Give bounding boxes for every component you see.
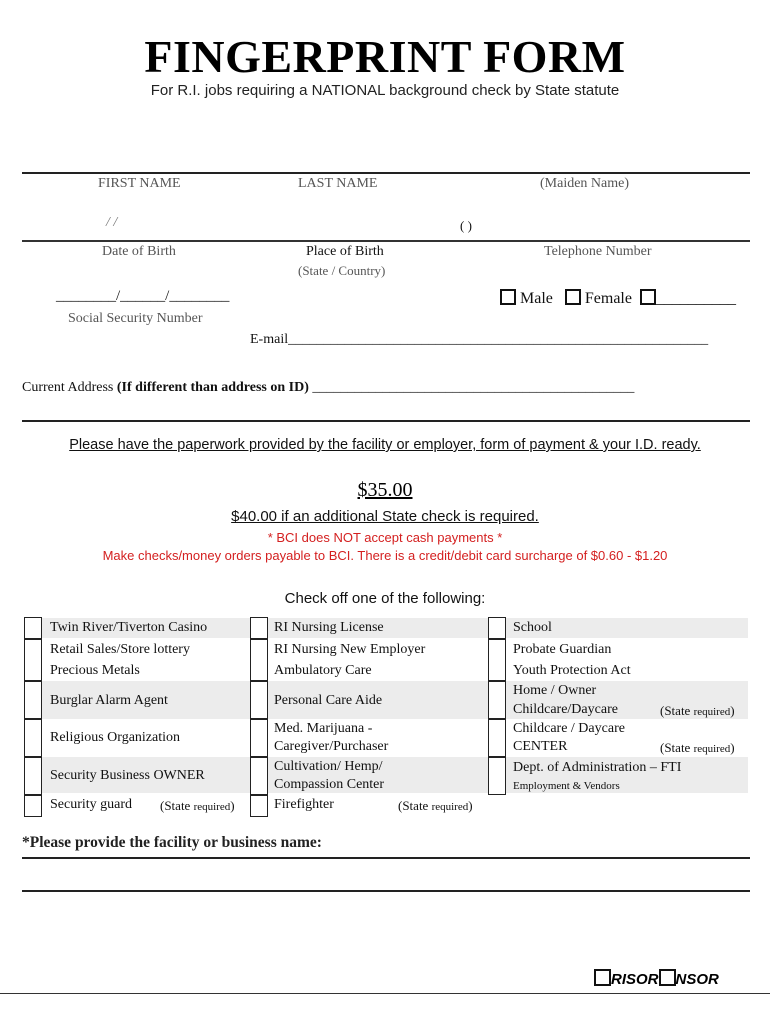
payable-notice: Make checks/money orders payable to BCI. There is a credit/debit card surcharge of $0.60 - $1.20 [102, 548, 668, 563]
state-required-home: (State required) [660, 703, 735, 718]
form-title: FINGERPRINT FORM [144, 31, 626, 82]
item-burglar: Burglar Alarm Agent [50, 693, 168, 708]
nsor-label: NSOR [675, 971, 719, 988]
checkbox-nursing-license[interactable] [250, 617, 268, 639]
item-fti-sub: Employment & Vendors [513, 780, 620, 792]
item-religious: Religious Organization [50, 730, 180, 745]
dob-slashes: / / [106, 215, 118, 230]
item-probate: Probate Guardian [513, 642, 612, 657]
footer-options [594, 969, 719, 988]
place-of-birth-sub: (State / Country) [298, 263, 386, 278]
bottom-divider [0, 993, 770, 994]
item-home-owner: Home / Owner [513, 683, 597, 698]
item-personal-care: Personal Care Aide [274, 693, 383, 708]
checkbox-security-guard[interactable] [24, 795, 42, 817]
maiden-name-label: (Maiden Name) [540, 176, 630, 191]
item-school: School [513, 620, 552, 635]
checkbox-personal-care[interactable] [250, 681, 268, 719]
address-label: Current Address [22, 380, 114, 395]
state-required-col1: (State required) [160, 798, 235, 813]
item-fti: Dept. of Administration – FTI [513, 760, 682, 775]
form-subtitle: For R.I. jobs requiring a NATIONAL background check by State statute [150, 82, 620, 99]
price: $35.00 [357, 479, 413, 501]
risor-checkbox[interactable] [594, 969, 611, 986]
item-marijuana-2: Caregiver/Purchaser [274, 739, 389, 754]
facility-line-2[interactable] [22, 890, 750, 892]
item-security-guard: Security guard [50, 797, 133, 812]
checkbox-home-daycare[interactable] [488, 681, 506, 719]
checklist-heading: Check off one of the following: [284, 590, 486, 607]
checkbox-cultivation[interactable] [250, 757, 268, 795]
ssn-label: Social Security Number [68, 311, 203, 326]
item-cultivation-1: Cultivation/ Hemp/ [274, 759, 383, 774]
state-required-col2: (State required) [398, 798, 473, 813]
checkbox-retail-precious[interactable] [24, 639, 42, 681]
checkbox-security-owner[interactable] [24, 757, 42, 795]
checkbox-fti[interactable] [488, 757, 506, 795]
place-of-birth-label: Place of Birth [306, 244, 384, 259]
telephone-label: Telephone Number [544, 244, 652, 259]
nsor-checkbox[interactable] [659, 969, 676, 986]
address-divider [22, 420, 750, 422]
phone-parens: ( ) [460, 218, 472, 233]
item-nursing-license: RI Nursing License [274, 620, 384, 635]
checkbox-twin-river[interactable] [24, 617, 42, 639]
female-label: Female [584, 290, 632, 307]
male-label: Male [520, 290, 553, 307]
item-marijuana-1: Med. Marijuana - [274, 721, 373, 736]
checkbox-probate[interactable] [488, 639, 506, 681]
gender-options [500, 289, 736, 308]
male-checkbox[interactable] [500, 289, 516, 305]
state-required-center: (State required) [660, 740, 735, 755]
item-youth: Youth Protection Act [513, 663, 631, 678]
first-name-label: FIRST NAME [98, 176, 181, 191]
item-daycare-center-1: Childcare / Daycare [513, 721, 625, 736]
email-field[interactable]: E-mail____________________________________________________________ [250, 332, 709, 347]
female-checkbox[interactable] [565, 289, 581, 305]
last-name-label: LAST NAME [298, 176, 378, 191]
checkbox-school[interactable] [488, 617, 506, 639]
item-retail: Retail Sales/Store lottery [50, 642, 190, 657]
item-daycare-center-2: CENTER [513, 739, 568, 754]
item-ambulatory: Ambulatory Care [274, 663, 372, 678]
checkbox-burglar[interactable] [24, 681, 42, 719]
dob-divider [22, 240, 750, 242]
checkbox-nursing-employer[interactable] [250, 639, 268, 681]
address-line: ______________________________________________ [312, 380, 635, 395]
current-address[interactable] [22, 380, 634, 396]
item-cultivation-2: Compassion Center [274, 777, 385, 792]
top-divider [22, 172, 750, 174]
address-bold: (If different than address on ID) [116, 380, 309, 395]
item-twin-river: Twin River/Tiverton Casino [50, 620, 208, 635]
facility-line-1[interactable] [22, 857, 750, 859]
checkbox-religious[interactable] [24, 719, 42, 757]
other-line: __________ [655, 290, 736, 307]
checkbox-daycare-center[interactable] [488, 719, 506, 757]
checkbox-firefighter[interactable] [250, 795, 268, 817]
risor-label: RISOR [611, 971, 659, 988]
item-firefighter: Firefighter [274, 797, 334, 812]
item-home-daycare: Childcare/Daycare [513, 702, 618, 717]
facility-label: *Please provide the facility or business name: [22, 834, 322, 851]
other-checkbox[interactable] [640, 289, 656, 305]
item-nursing-employer: RI Nursing New Employer [274, 642, 426, 657]
item-security-owner: Security Business OWNER [50, 768, 205, 783]
dob-label: Date of Birth [102, 244, 176, 259]
paperwork-notice: Please have the paperwork provided by the facility or employer, form of payment & your I.D. ready. [69, 437, 701, 453]
ssn-line: ________/______/________ [56, 288, 230, 304]
no-cash-notice: * BCI does NOT accept cash payments * [267, 530, 503, 545]
price-additional: $40.00 if an additional State check is required. [231, 508, 539, 525]
checkbox-marijuana[interactable] [250, 719, 268, 757]
item-precious: Precious Metals [50, 663, 140, 678]
